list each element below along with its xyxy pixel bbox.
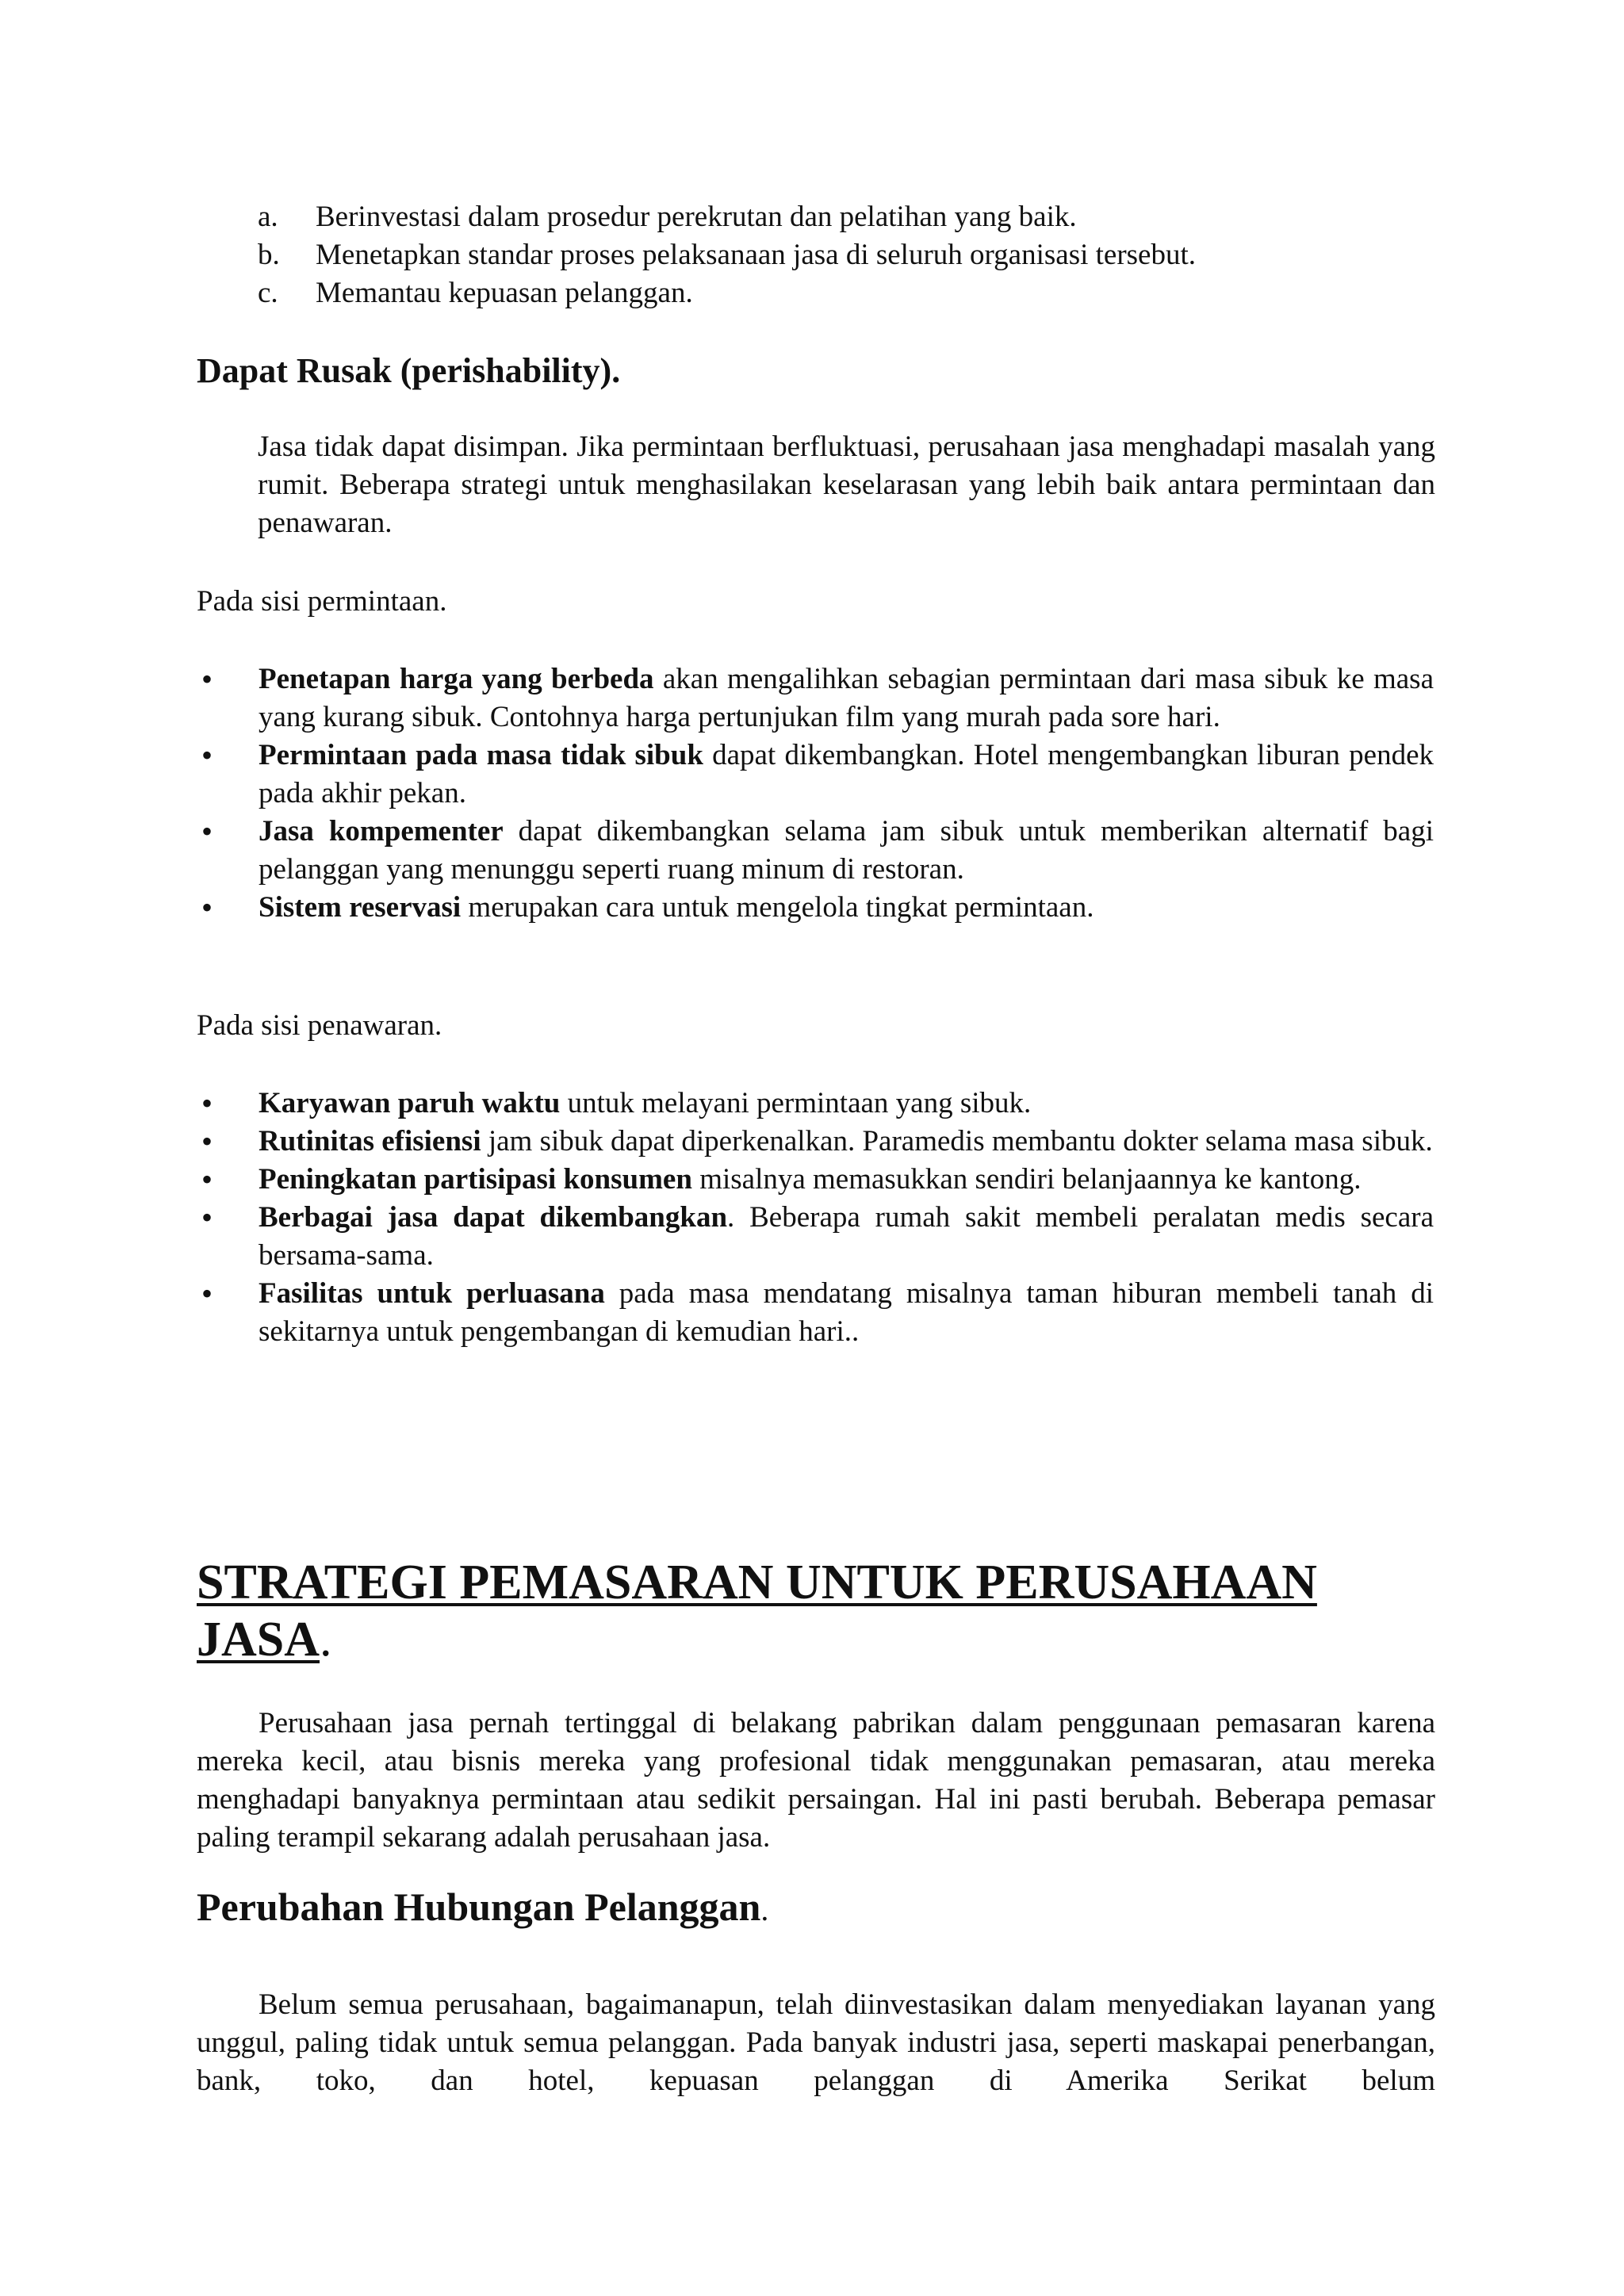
list-item [197, 813, 1434, 889]
alpha-list-item [258, 198, 1447, 236]
item-bold-term: Fasilitas untuk perluasana [259, 1277, 605, 1310]
demand-bullet-list [197, 660, 1434, 927]
strategy-heading-tail: . [320, 1613, 332, 1667]
list-item [197, 1161, 1434, 1199]
bullet-icon: • [201, 1200, 213, 1235]
item-bold-term: Sistem reservasi [259, 891, 462, 924]
item-text: dapat dikembangkan selama jam sibuk untuk memberikan alternatif bagi pelanggan yang menunggu seperti ruang minum di restoran. [259, 815, 1434, 886]
bullet-icon: • [201, 1276, 213, 1311]
item-bold-term: Berbagai jasa dapat dikembangkan [259, 1201, 728, 1234]
strategy-heading-line2: JASA [197, 1613, 320, 1667]
item-bold-term: Permintaan pada masa tidak sibuk [259, 739, 703, 771]
item-bold-term: Peningkatan partisipasi konsumen [259, 1163, 692, 1196]
strategy-heading-line1: STRATEGI PEMASARAN UNTUK PERUSAHAAN [197, 1556, 1317, 1609]
item-text: merupakan cara untuk mengelola tingkat permintaan. [461, 891, 1094, 924]
relationship-paragraph: Belum semua perusahaan, bagaimanapun, telah diinvestasikan dalam menyediakan layanan yang unggul, paling tidak untuk semua pelanggan. Pada banyak industri jasa, seperti maskapai penerbangan, bank, toko, dan hotel, kepuasan pelanggan di Amerika Serikat belum [197, 1988, 1435, 2097]
item-text: pada masa mendatang misalnya taman hiburan membeli tanah di sekitarnya untuk pengembangan di kemudian hari.. [259, 1277, 1434, 1348]
list-item [197, 1085, 1434, 1123]
item-text: akan mengalihkan sebagian permintaan dari masa sibuk ke masa yang kurang sibuk. Contohnya harga pertunjukan film yang murah pada sore hari. [259, 663, 1434, 733]
list-marker: a. [258, 201, 278, 233]
bullet-icon: • [201, 1085, 213, 1121]
list-text: Memantau kepuasan pelanggan. [316, 277, 693, 309]
list-item [197, 737, 1434, 813]
perishability-heading: Dapat Rusak (perishability). [197, 351, 621, 390]
item-bold-term: Penetapan harga yang berbeda [259, 663, 654, 695]
alpha-list-item [258, 274, 1447, 312]
list-marker: b. [258, 239, 280, 271]
bullet-icon: • [201, 661, 213, 697]
item-bold-term: Jasa kompementer [259, 815, 504, 848]
alpha-list [258, 198, 1447, 312]
item-text: . Beberapa rumah sakit membeli peralatan medis secara bersama-sama. [259, 1201, 1434, 1272]
list-item [197, 1275, 1434, 1351]
list-marker: c. [258, 277, 278, 309]
bullet-icon: • [201, 1161, 213, 1197]
supply-bullet-list [197, 1085, 1434, 1351]
relationship-heading-text: Perubahan Hubungan Pelanggan [197, 1885, 761, 1929]
list-item [197, 1123, 1434, 1161]
item-text: untuk melayani permintaan yang sibuk. [560, 1087, 1032, 1119]
item-text: misalnya memasukkan sendiri belanjaannya ke kantong. [691, 1163, 1362, 1196]
alpha-list-item [258, 236, 1447, 274]
strategy-heading [197, 1554, 1465, 1668]
supply-side-label: Pada sisi penawaran. [197, 1009, 442, 1042]
list-item [197, 889, 1434, 927]
bullet-icon: • [201, 890, 213, 925]
bullet-icon: • [201, 1123, 213, 1159]
relationship-heading [197, 1883, 1386, 1934]
list-text: Berinvestasi dalam prosedur perekrutan dan pelatihan yang baik. [316, 201, 1077, 233]
item-bold-term: Karyawan paruh waktu [259, 1087, 561, 1119]
strategy-paragraph: Perusahaan jasa pernah tertinggal di belakang pabrikan dalam penggunaan pemasaran karena mereka kecil, atau bisnis mereka yang profesional tidak menggunakan pemasaran, atau mereka menghadapi banyaknya permintaan atau sedikit persaingan. Hal ini pasti berubah. Beberapa pemasar paling terampil sekarang adalah perusahaan jasa. [197, 1707, 1435, 1854]
demand-side-label: Pada sisi permintaan. [197, 585, 447, 618]
item-text: dapat dikembangkan. Hotel mengembangkan liburan pendek pada akhir pekan. [259, 739, 1434, 809]
bullet-icon: • [201, 737, 213, 773]
item-bold-term: Rutinitas efisiensi [259, 1125, 481, 1158]
item-text: jam sibuk dapat diperkenalkan. Paramedis membantu dokter selama masa sibuk. [481, 1125, 1433, 1158]
perishability-paragraph: Jasa tidak dapat disimpan. Jika permintaan berfluktuasi, perusahaan jasa menghadapi masalah yang rumit. Beberapa strategi untuk menghasilakan keselarasan yang lebih baik antara permintaan dan penawaran. [258, 430, 1435, 539]
list-text: Menetapkan standar proses pelaksanaan jasa di seluruh organisasi tersebut. [316, 239, 1196, 271]
list-item [197, 1199, 1434, 1275]
list-item [197, 660, 1434, 737]
relationship-heading-tail: . [760, 1892, 769, 1927]
bullet-icon: • [201, 813, 213, 849]
